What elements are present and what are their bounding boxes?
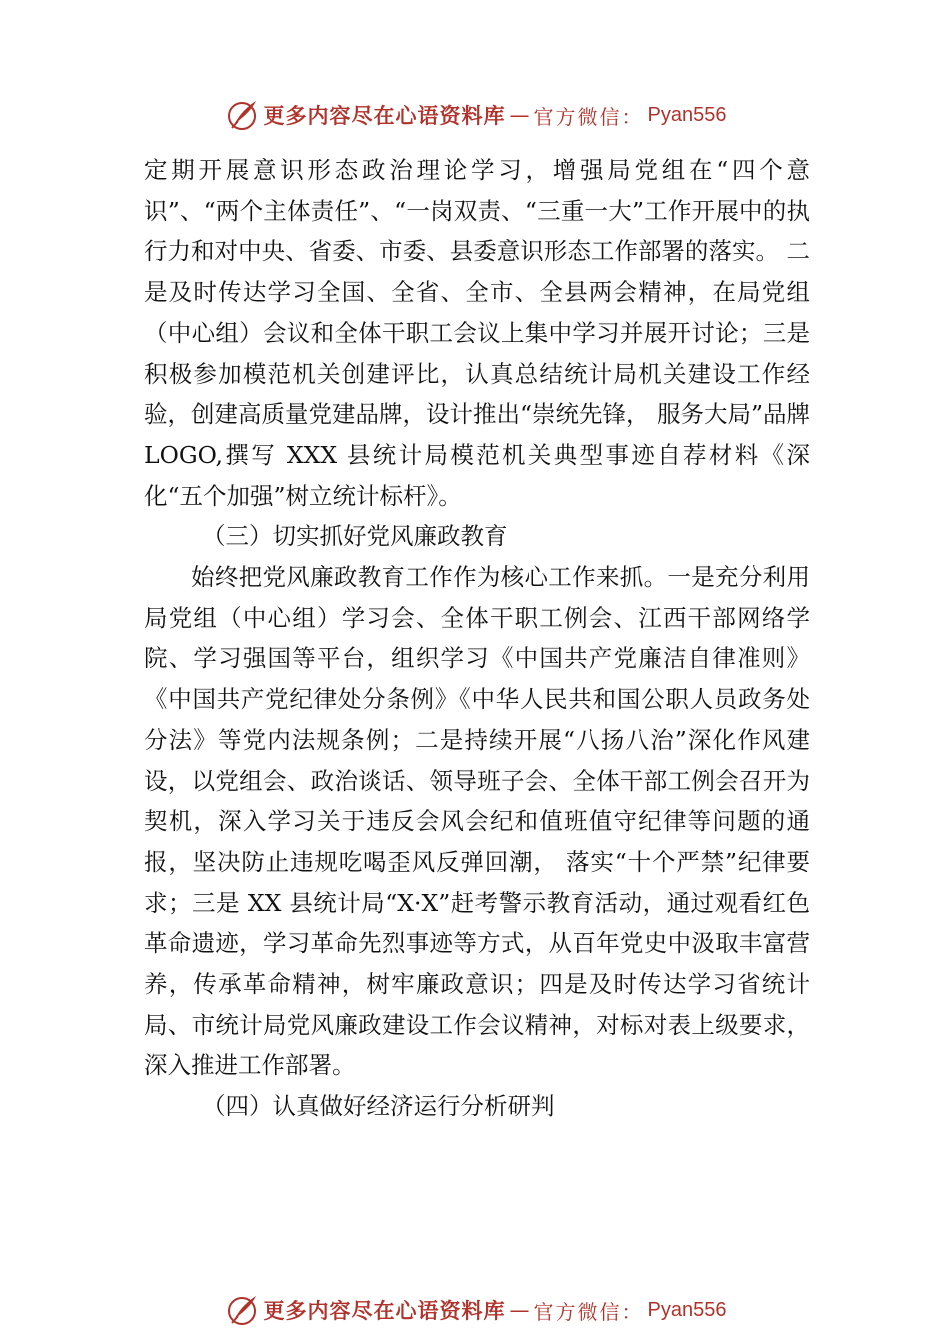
banner-wechat-label: 官方微信：: [533, 1299, 644, 1324]
section-heading-3: （三）切实抓好党风廉政教育: [202, 522, 508, 551]
banner-separator: —: [509, 103, 530, 127]
document-body: [144, 150, 810, 1127]
banner-title: 更多内容尽在心语资料库: [263, 1298, 506, 1323]
banner-wechat-id: Pyan556: [647, 103, 727, 126]
banner-separator: —: [509, 1298, 530, 1322]
footer-banner: [0, 1288, 950, 1332]
banner-title: 更多内容尽在心语资料库: [263, 103, 506, 128]
paragraph-integrity-education: 始终把党风廉政教育工作作为核心工作来抓。一是充分利用局党组（中心组）学习会、全体干职工例会、江西干部网络学院、学习强国等平台，组织学习《中国共产党廉洁自律准则》《中国共产党纪律处分条例》《中华人民共和国公职人员政务处分法》等党内法规条例；二是持续开展“八扬八治”深化作风建设，以党组会、政治谈话、领导班子会、全体干部工例会召开为契机，深入学习关于违反会风会纪和值班值守纪律等问题的通报，坚决防止违规吃喝歪风反弹回潮， 落实“十个严禁”纪律要求；三是 XX 县统计局“X·X”赶考警示教育活动，通过观看红色革命遗迹，学习革命先烈事迹等方式，从百年党史中汲取丰富营养，传承革命精神，树牢廉政意识；四是及时传达学习省统计局、市统计局党风廉政建设工作会议精神，对标对表上级要求，深入推进工作部署。: [144, 563, 810, 1080]
quill-logo-icon: [224, 97, 260, 133]
banner-wechat-id: Pyan556: [647, 1298, 727, 1321]
header-banner: [0, 93, 950, 137]
section-heading-4: （四）认真做好经济运行分析研判: [202, 1092, 555, 1121]
paragraph-party-building: 定期开展意识形态政治理论学习，增强局党组在“四个意识”、“两个主体责任”、“一岗双责、“三重一大”工作开展中的执行力和对中央、省委、市委、县委意识形态工作部署的落实。 二是及时传达学习全国、全省、全市、全县两会精神，在局党组（中心组）会议和全体干职工会议上集中学习并展开讨论；三是积极参加模范机关创建评比，认真总结统计局机关建设工作经验，创建高质量党建品牌，设计推出“崇统先锋， 服务大局”品牌 LOGO,撰写 XXX 县统计局模范机关典型事迹自荐材料《深化“五个加强”树立统计标杆》。: [144, 156, 810, 510]
quill-logo-icon: [224, 1292, 260, 1328]
banner-wechat-label: 官方微信：: [533, 104, 644, 129]
